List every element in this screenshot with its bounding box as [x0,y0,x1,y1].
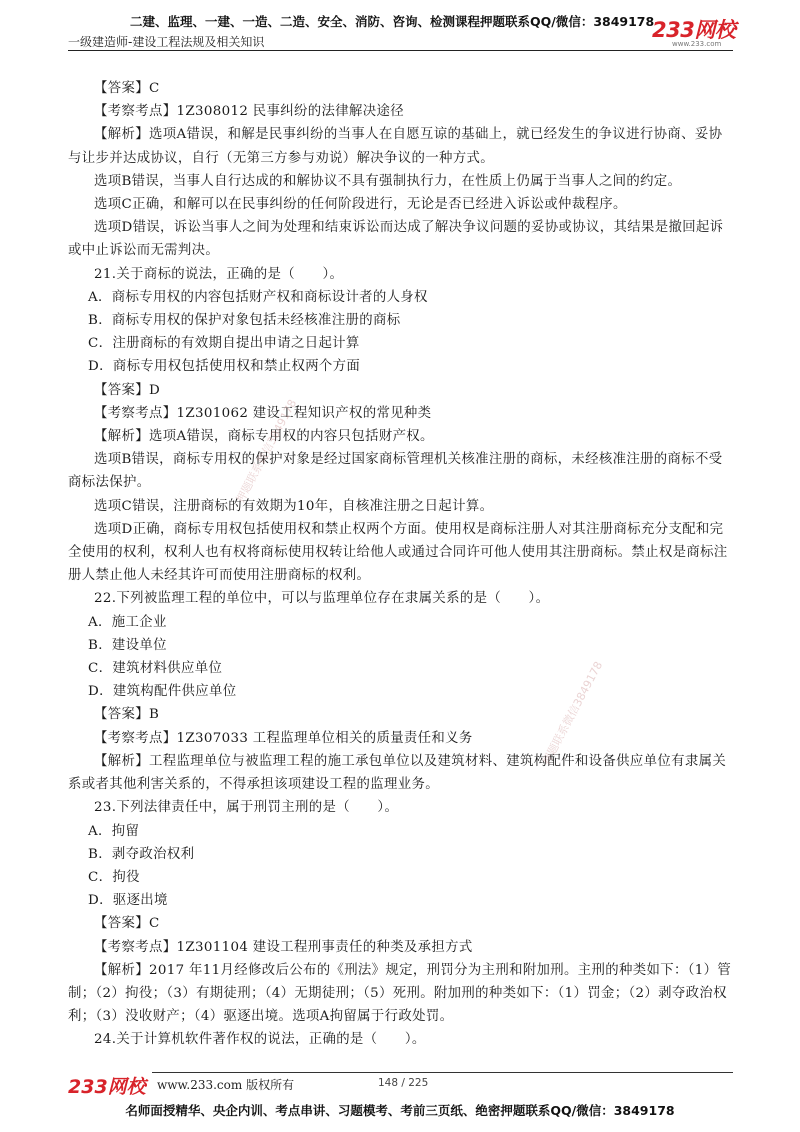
paragraph: 选项C正确，和解可以在民事纠纷的任何阶段进行，无论是否已经进入诉讼或仲裁程序。 [94,197,627,213]
header-divider [68,50,733,51]
paragraph: 【考察考点】1Z307033 工程监理单位相关的质量责任和义务 [94,730,473,746]
footer-divider [68,1072,733,1073]
paragraph: 【解析】选项A错误，和解是民事纠纷的当事人在自愿互谅的基础上，就已经发生的争议进行协商、妥协与让步并达成协议，自行（无第三方参与劝说）解决争议的一种方式。 [68,127,723,166]
header-promo-text: 二建、监理、一建、一造、二造、安全、消防、咨询、检测课程押题联系QQ/微信：3849178 [130,14,655,29]
paragraph: 【解析】2017 年11月经修改后公布的《刑法》规定，刑罚分为主刑和附加刑。主刑的种类如下：（1）管制；（2）拘役；（3）有期徒刑；（4）无期徒刑；（5）死刑。附加刑的种类如下：（1）罚金；（2）剥夺政治权利；（3）没收财产；（4）驱逐出境。选项A拘留属于行政处罚。 [68,962,732,1025]
paragraph: 【解析】工程监理单位与被监理工程的施工承包单位以及建筑材料、建筑构配件和设备供应单位有隶属关系或者其他利害关系的，不得承担该项建设工程的监理业务。 [68,753,727,793]
paragraph: 【解析】选项A错误，商标专用权的内容只包括财产权。 [94,429,434,445]
brand-logo-url: www.233.com [672,40,722,48]
answer-option: A．商标专用权的内容包括财产权和商标设计者的人身权 [88,289,428,305]
paragraph: 【答案】C [94,81,160,96]
footer-copyright: www.233.com 版权所有 [157,1078,295,1092]
answer-option: B．建设单位 [88,637,167,653]
watermark: 押题联系微信3849178 [539,659,606,768]
answer-option: C．拘役 [88,869,140,885]
answer-option: D．商标专用权包括使用权和禁止权两个方面 [88,359,361,375]
paragraph: 【答案】B [94,707,160,723]
paragraph: 【考察考点】1Z301062 建设工程知识产权的常见种类 [94,405,432,421]
paragraph: 【考察考点】1Z308012 民事纠纷的法律解决途径 [94,104,404,120]
answer-option: A．施工企业 [88,614,167,630]
brand-logo: 233网校 [652,18,736,42]
answer-option: C．建筑材料供应单位 [88,661,223,677]
paragraph: 23.下列法律责任中，属于刑罚主刑的是（ ）。 [94,800,399,816]
paragraph: 21.关于商标的说法，正确的是（ ）。 [94,266,344,282]
paragraph: 选项D正确，商标专用权包括使用权和禁止权两个方面。使用权是商标注册人对其注册商标充分支配和完全使用的权利，权利人也有权将商标使用权转让给他人或通过合同许可他人使用其注册商标。禁止权是商标注册人禁止他人未经其许可而使用注册商标的权利。 [68,521,728,584]
footer-promo-text: 名师面授精华、央企内训、考点串讲、习题模考、考前三页纸、绝密押题联系QQ/微信：3849178 [125,1103,675,1118]
paragraph: 选项D错误，诉讼当事人之间为处理和结束诉讼而达成了解决争议问题的妥协或协议，其结果是撤回起诉或中止诉讼而无需判决。 [68,220,724,259]
paragraph: 【考察考点】1Z301104 建设工程刑事责任的种类及承担方式 [94,939,473,955]
answer-option: B．商标专用权的保护对象包括未经核准注册的商标 [88,313,401,329]
page-number: 148 / 225 [378,1077,429,1089]
paragraph: 选项B错误，当事人自行达成的和解协议不具有强制执行力，在性质上仍属于当事人之间的约定。 [94,173,682,189]
answer-option: D．建筑构配件供应单位 [88,684,237,700]
answer-option: C．注册商标的有效期自提出申请之日起计算 [88,336,360,352]
answer-option: D．驱逐出境 [88,893,168,909]
document-title: 一级建造师-建设工程法规及相关知识 [68,35,265,49]
answer-option: A．拘留 [88,823,140,839]
paragraph: 【答案】C [94,916,160,932]
paragraph: 24.关于计算机软件著作权的说法，正确的是（ ）。 [94,1032,426,1048]
paragraph: 选项C错误，注册商标的有效期为10年，自核准注册之日起计算。 [94,498,494,514]
footer-brand-logo: 233网校 [68,1072,152,1099]
paragraph: 【答案】D [94,382,161,398]
watermark: 押题联系微信3849178 [233,397,300,506]
answer-option: B．剥夺政治权利 [88,846,195,862]
paragraph: 22.下列被监理工程的单位中，可以与监理单位存在隶属关系的是（ ）。 [94,591,550,607]
document-body [68,77,733,1052]
paragraph: 选项B错误，商标专用权的保护对象是经过国家商标管理机关核准注册的商标，未经核准注册的商标不受商标法保护。 [68,452,723,491]
